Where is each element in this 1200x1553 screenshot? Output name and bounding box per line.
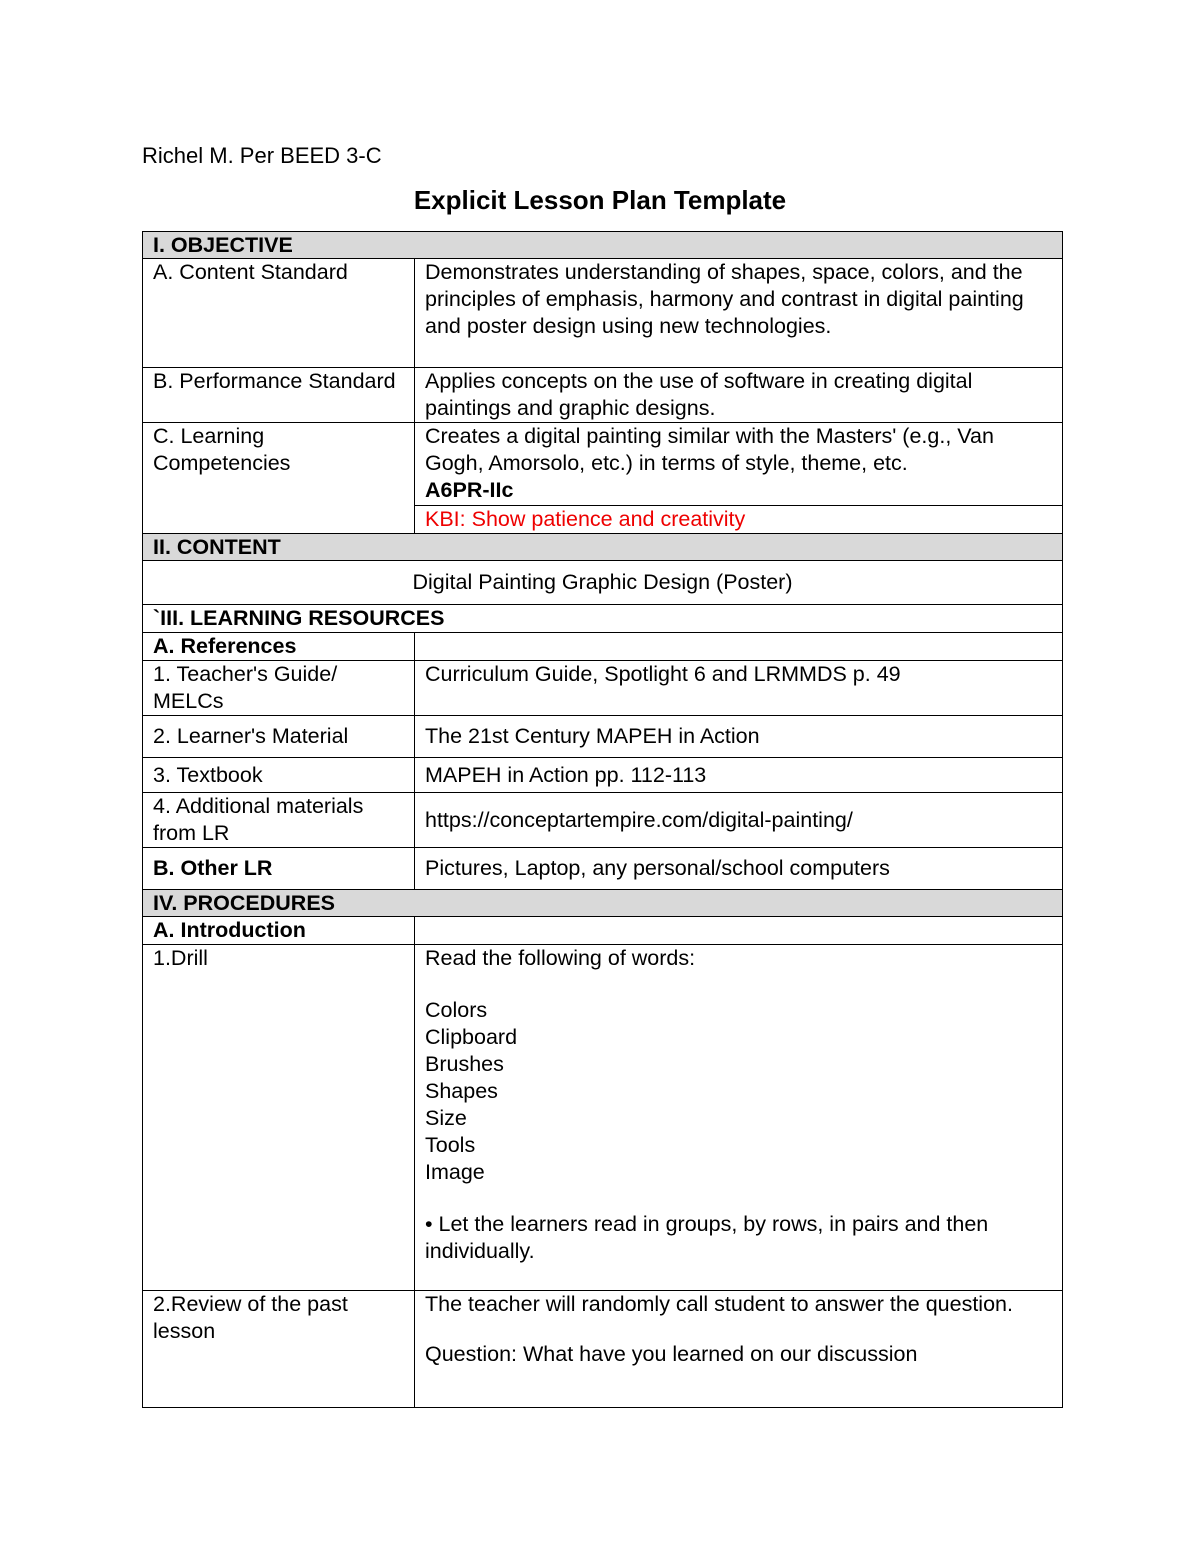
table-row [143,917,1063,945]
section-objective: I. OBJECTIVE [143,232,1063,259]
table-row [143,423,1063,506]
review-label: 2.Review of the past lesson [143,1291,415,1408]
resource-value: MAPEH in Action pp. 112-113 [415,758,1063,793]
resource-label: 3. Textbook [143,758,415,793]
references-label: A. References [143,633,415,661]
introduction-label: A. Introduction [143,917,415,945]
table-row [143,633,1063,661]
learning-competencies-label: C. Learning Competencies [143,423,415,534]
competency-code: A6PR-IIc [425,478,514,502]
list-item: Image [425,1160,485,1184]
table-row [143,368,1063,423]
list-item: Tools [425,1133,476,1157]
list-item: Brushes [425,1052,504,1076]
other-lr-label: B. Other LR [143,848,415,890]
content-standard-text: Demonstrates understanding of shapes, space, colors, and the principles of emphasis, harmony and contrast in digital painting and poster design using new technologies. [415,259,1063,368]
references-empty-cell [415,633,1063,661]
drill-note: • Let the learners read in groups, by rows, in pairs and then individually. [425,1212,989,1263]
author-line: Richel M. Per BEED 3-C [142,143,382,168]
section-learning-resources: `III. LEARNING RESOURCES [143,605,1063,633]
content-standard-label: A. Content Standard [143,259,415,368]
lesson-plan-table [142,231,1063,1408]
drill-instruction: Read the following of words: [425,946,696,970]
table-row [143,259,1063,368]
resource-value: The 21st Century MAPEH in Action [415,716,1063,758]
table-row [143,1291,1063,1408]
table-row [143,716,1063,758]
section-procedures: IV. PROCEDURES [143,890,1063,917]
review-question: Question: What have you learned on our discussion [425,1342,918,1366]
word-list [425,997,1052,1186]
performance-standard-text: Applies concepts on the use of software in creating digital paintings and graphic designs. [415,368,1063,423]
other-lr-value: Pictures, Laptop, any personal/school computers [415,848,1063,890]
resource-link[interactable]: https://conceptartempire.com/digital-painting/ [415,793,1063,848]
kbi-text: KBI: Show patience and creativity [415,506,1063,534]
table-row [143,848,1063,890]
learning-competencies-text: Creates a digital painting similar with the Masters' (e.g., Van Gogh, Amorsolo, etc.) in terms of style, theme, etc. [425,424,994,475]
table-row [143,661,1063,716]
list-item: Clipboard [425,1025,518,1049]
table-row [143,945,1063,1291]
performance-standard-label: B. Performance Standard [143,368,415,423]
document-title: Explicit Lesson Plan Template [413,185,787,215]
table-row [143,758,1063,793]
list-item: Shapes [425,1079,498,1103]
resource-label: 2. Learner's Material [143,716,415,758]
review-text: The teacher will randomly call student to answer the question. [425,1292,1013,1316]
section-content: II. CONTENT [143,534,1063,561]
drill-label: 1.Drill [143,945,415,1291]
content-topic: Digital Painting Graphic Design (Poster) [143,561,1063,605]
resource-value: Curriculum Guide, Spotlight 6 and LRMMDS p. 49 [415,661,1063,716]
resource-label: 1. Teacher's Guide/ MELCs [143,661,415,716]
resource-label: 4. Additional materials from LR [143,793,415,848]
table-row [143,561,1063,605]
list-item: Size [425,1106,467,1130]
list-item: Colors [425,998,488,1022]
table-row [143,793,1063,848]
introduction-empty-cell [415,917,1063,945]
